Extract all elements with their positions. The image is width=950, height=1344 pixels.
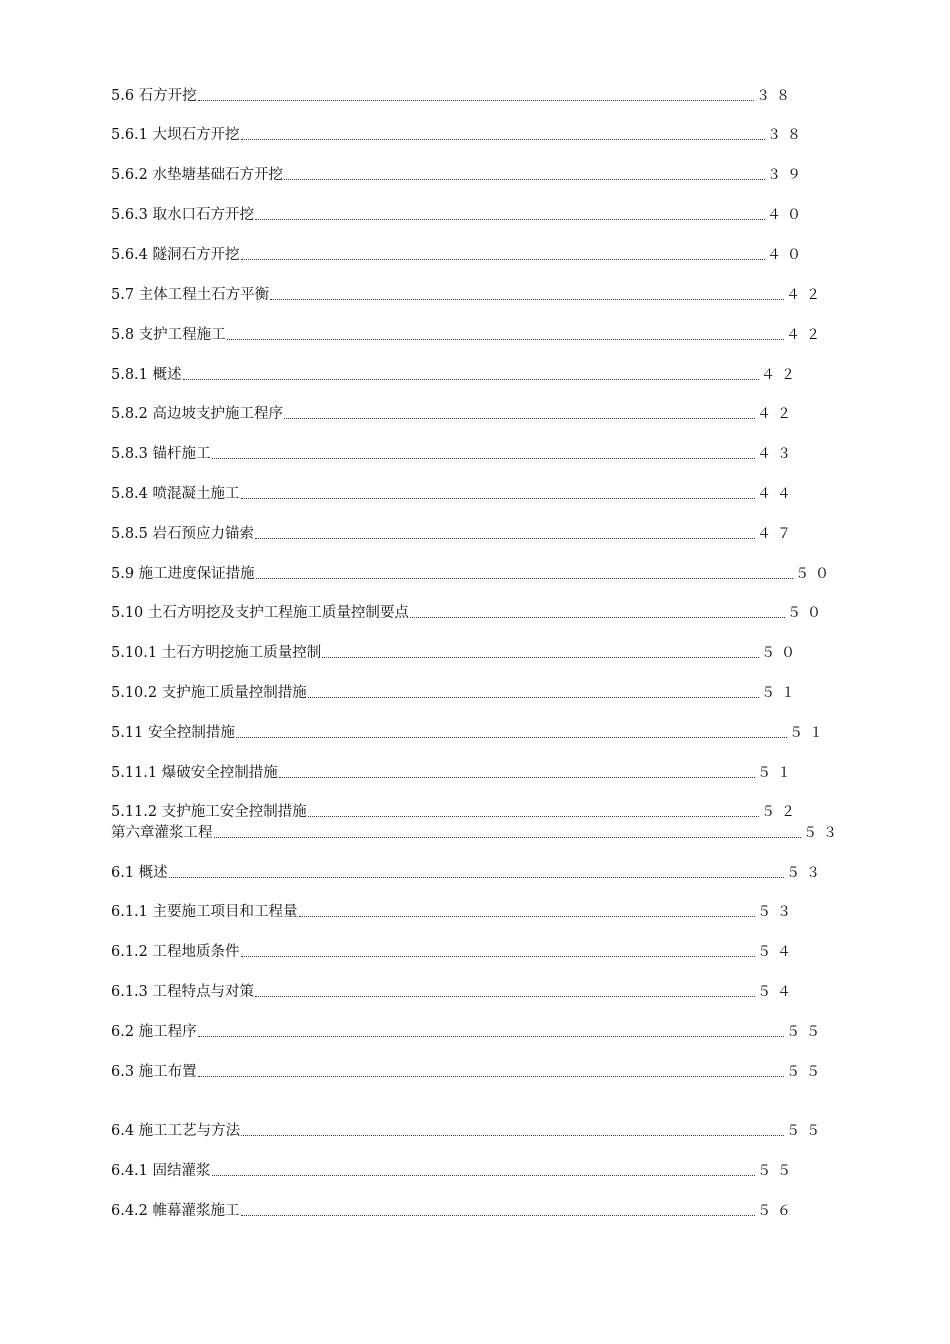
toc-entry[interactable]: [111, 364, 801, 386]
toc-entry[interactable]: [111, 981, 797, 1003]
toc-entry[interactable]: [111, 443, 797, 465]
toc-entry-page: ５０: [761, 645, 801, 661]
toc-entry-label: 6.3 施工布置: [111, 1064, 197, 1080]
toc-entry-label: 5.8 支护工程施工: [111, 327, 226, 343]
toc-entry-label: 6.4.1 固结灌浆: [111, 1163, 211, 1179]
toc-entry-label: 6.2 施工程序: [111, 1024, 197, 1040]
toc-entry-page: ５６: [757, 1203, 797, 1219]
toc-entry-page: ４０: [767, 207, 807, 223]
toc-entry[interactable]: [111, 1061, 826, 1083]
toc-entry-page: ３８: [767, 127, 807, 143]
dot-leader: [284, 179, 765, 180]
toc-entry[interactable]: [111, 124, 807, 146]
toc-entry-label: 第六章灌浆工程: [111, 825, 213, 841]
dot-leader: [241, 1215, 755, 1216]
toc-entry-page: ５３: [786, 865, 826, 881]
dot-leader: [255, 996, 755, 997]
toc-entry[interactable]: [111, 682, 801, 704]
toc-entry-page: ４４: [757, 486, 797, 502]
dot-leader: [227, 339, 784, 340]
toc-entry[interactable]: [111, 85, 796, 107]
dot-leader: [169, 877, 784, 878]
toc-entry-page: ５５: [786, 1024, 826, 1040]
toc-entry-label: 5.6.2 水垫塘基础石方开挖: [111, 167, 284, 183]
toc-entry-label: 5.11 安全控制措施: [111, 725, 235, 741]
dot-leader: [241, 498, 755, 499]
toc-entry-label: 5.6.3 取水口石方开挖: [111, 207, 255, 223]
toc-entry[interactable]: [111, 284, 826, 306]
dot-leader: [241, 259, 765, 260]
toc-entry-label: 6.4.2 帷幕灌浆施工: [111, 1203, 240, 1219]
dot-leader: [308, 816, 759, 817]
dot-leader: [270, 299, 784, 300]
toc-entry-page: ４３: [757, 446, 797, 462]
toc-entry-page: ５１: [761, 685, 801, 701]
toc-entry-page: ５１: [789, 725, 829, 741]
toc-entry-label: 6.1 概述: [111, 865, 168, 881]
dot-leader: [212, 1175, 755, 1176]
toc-entry-page: ５２: [761, 804, 801, 820]
toc-entry-label: 5.10.2 支护施工质量控制措施: [111, 685, 307, 701]
toc-entry-page: ５４: [757, 944, 797, 960]
toc-entry[interactable]: [111, 862, 826, 884]
toc-entry-page: ５５: [757, 1163, 797, 1179]
dot-leader: [255, 538, 755, 539]
dot-leader: [255, 219, 765, 220]
toc-entry-label: 5.9 施工进度保证措施: [111, 566, 255, 582]
dot-leader: [241, 956, 755, 957]
dot-leader: [308, 697, 759, 698]
toc-entry-page: ４２: [761, 367, 801, 383]
dot-leader: [198, 1076, 784, 1077]
toc-entry-label: 5.8.5 岩石预应力锚索: [111, 526, 255, 542]
dot-leader: [279, 777, 755, 778]
toc-entry-label: 5.11.2 支护施工安全控制措施: [111, 804, 307, 820]
toc-entry[interactable]: [111, 762, 797, 784]
toc-entry[interactable]: [111, 164, 807, 186]
toc-entry[interactable]: [111, 941, 797, 963]
toc-entry-page: ４７: [757, 526, 797, 542]
toc-chapter-entry[interactable]: [111, 822, 843, 844]
toc-entry-page: ５３: [757, 904, 797, 920]
toc-entry-label: 6.4 施工工艺与方法: [111, 1123, 241, 1139]
toc-entry-label: 5.7 主体工程土石方平衡: [111, 287, 270, 303]
toc-entry[interactable]: [111, 324, 826, 346]
dot-leader: [212, 458, 755, 459]
toc-entry-label: 5.8.2 高边坡支护施工程序: [111, 406, 284, 422]
dot-leader: [214, 837, 802, 838]
toc-entry-page: ３８: [756, 88, 796, 104]
dot-leader: [236, 737, 787, 738]
toc-entry[interactable]: [111, 1160, 797, 1182]
toc-entry[interactable]: [111, 1021, 826, 1043]
toc-entry-label: 6.1.3 工程特点与对策: [111, 984, 255, 1000]
dot-leader: [183, 379, 759, 380]
toc-entry-page: ５１: [757, 765, 797, 781]
dot-leader: [198, 100, 754, 101]
toc-entry[interactable]: [111, 483, 797, 505]
toc-entry-page: ５３: [803, 825, 843, 841]
toc-entry-label: 5.10 土石方明挖及支护工程施工质量控制要点: [111, 605, 409, 621]
toc-entry-page: ３９: [767, 167, 807, 183]
dot-leader: [299, 916, 755, 917]
toc-entry[interactable]: [111, 642, 801, 664]
dot-leader: [241, 1135, 784, 1136]
toc-entry[interactable]: [111, 602, 827, 624]
toc-entry[interactable]: [111, 722, 829, 744]
toc-entry-page: ４２: [786, 327, 826, 343]
dot-leader: [241, 139, 765, 140]
toc-entry-page: ５０: [795, 566, 835, 582]
toc-entry-page: ５５: [786, 1123, 826, 1139]
toc-entry-label: 5.6.4 隧洞石方开挖: [111, 247, 240, 263]
toc-entry[interactable]: [111, 244, 807, 266]
dot-leader: [256, 578, 793, 579]
toc-entry[interactable]: [111, 801, 801, 823]
dot-leader: [284, 418, 755, 419]
toc-entry-page: ５５: [786, 1064, 826, 1080]
toc-entry-page: ５０: [787, 605, 827, 621]
toc-entry-page: ４２: [757, 406, 797, 422]
toc-entry[interactable]: [111, 1200, 797, 1222]
dot-leader: [198, 1036, 784, 1037]
toc-entry-label: 5.8.4 喷混凝土施工: [111, 486, 240, 502]
dot-leader: [322, 657, 759, 658]
toc-entry-label: 5.8.1 概述: [111, 367, 182, 383]
toc-entry-page: ４２: [786, 287, 826, 303]
toc-entry-label: 5.6 石方开挖: [111, 88, 197, 104]
toc-entry[interactable]: [111, 204, 807, 226]
toc-entry[interactable]: [111, 1120, 826, 1142]
toc-entry-label: 6.1.1 主要施工项目和工程量: [111, 904, 298, 920]
toc-entry-label: 6.1.2 工程地质条件: [111, 944, 240, 960]
toc-entry[interactable]: [111, 563, 835, 585]
toc-entry-label: 5.10.1 土石方明挖施工质量控制: [111, 645, 322, 661]
toc-entry-label: 5.11.1 爆破安全控制措施: [111, 765, 278, 781]
toc-entry-page: ４０: [767, 247, 807, 263]
toc-entry-page: ５４: [757, 984, 797, 1000]
toc-entry-label: 5.6.1 大坝石方开挖: [111, 127, 240, 143]
toc-entry[interactable]: [111, 901, 797, 923]
toc-entry[interactable]: [111, 523, 797, 545]
dot-leader: [410, 617, 785, 618]
toc-entry[interactable]: [111, 403, 797, 425]
toc-entry-label: 5.8.3 锚杆施工: [111, 446, 211, 462]
